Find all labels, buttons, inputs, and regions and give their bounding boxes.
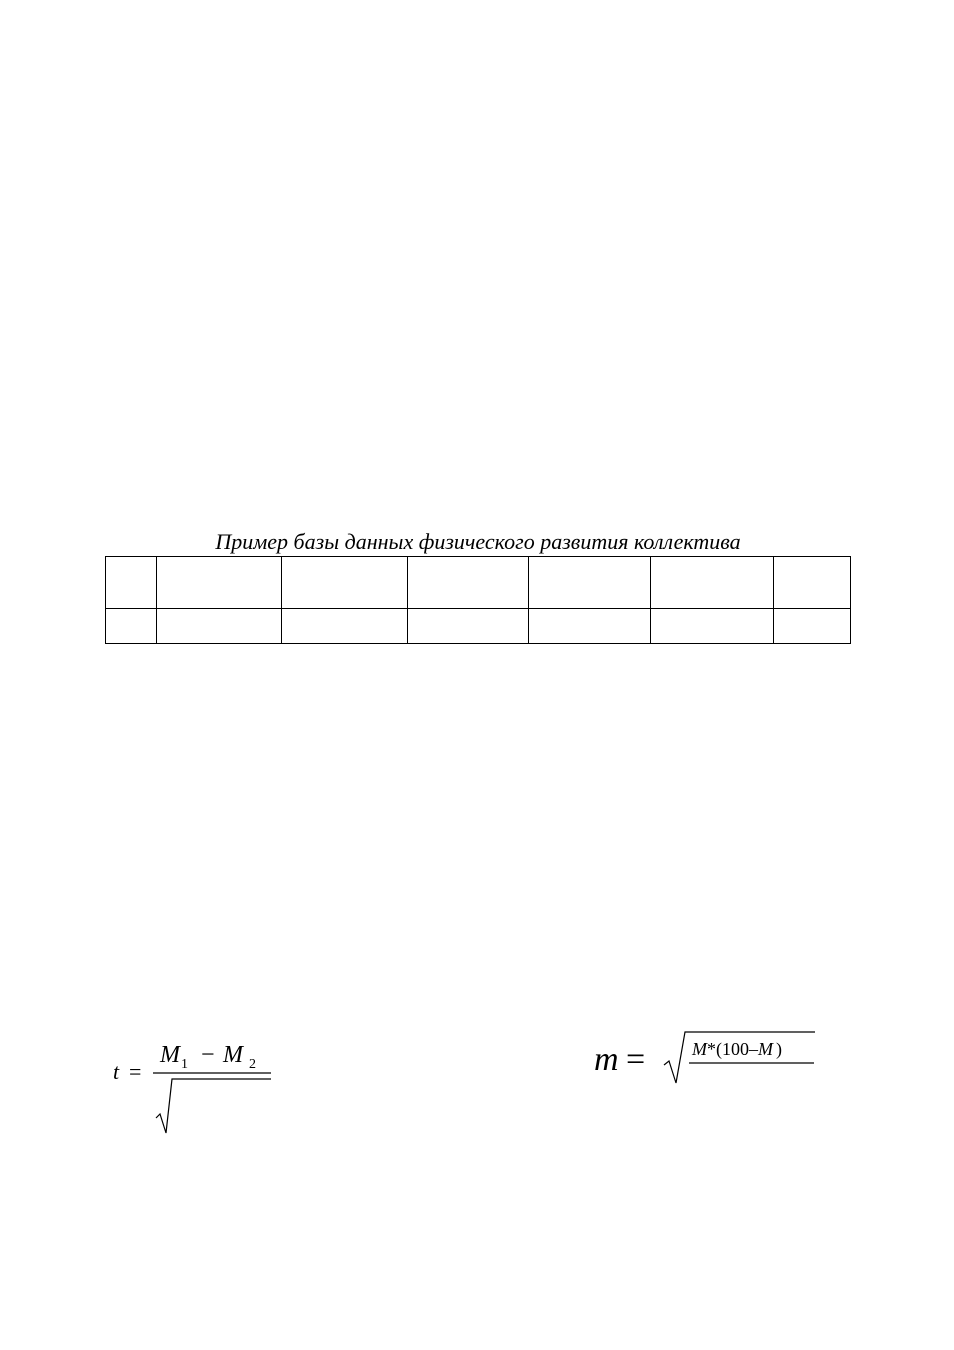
table-cell	[106, 557, 157, 609]
table-caption: Пример базы данных физического развития коллектива	[215, 529, 741, 554]
m-formula-svg	[590, 1025, 830, 1095]
radicand-close: )	[776, 1039, 782, 1059]
radicand-middle: *(100–	[707, 1039, 758, 1059]
radicand-text	[691, 1039, 782, 1060]
table-cell	[774, 609, 851, 644]
table-cell	[282, 557, 408, 609]
table-cell	[774, 557, 851, 609]
radicand-var-m2: M	[758, 1039, 773, 1059]
m-equals-sign: =	[626, 1041, 646, 1078]
table-row	[106, 609, 851, 644]
m2-variable: M	[223, 1042, 243, 1068]
m1-variable: M	[160, 1042, 180, 1068]
t-formula-svg	[105, 1030, 285, 1140]
m2-subscript: 2	[249, 1057, 256, 1072]
table-row	[106, 557, 851, 609]
physical-development-table	[105, 556, 851, 644]
t-test-formula	[105, 1030, 285, 1140]
table-cell	[106, 609, 157, 644]
table-cell	[157, 609, 282, 644]
table-cell	[157, 557, 282, 609]
minus-sign: −	[201, 1042, 215, 1068]
t-variable: t	[113, 1059, 120, 1084]
m1-subscript: 1	[181, 1057, 188, 1072]
table-cell	[408, 609, 529, 644]
t-equals-sign: =	[129, 1059, 142, 1084]
table-cell	[408, 557, 529, 609]
table-cell	[529, 609, 651, 644]
table-cell	[282, 609, 408, 644]
table-cell	[651, 609, 774, 644]
radicand-var-m: M	[692, 1039, 707, 1059]
table-cell	[651, 557, 774, 609]
error-of-mean-formula	[590, 1025, 830, 1095]
square-root-sign	[156, 1079, 271, 1133]
table-cell	[529, 557, 651, 609]
m-variable: m	[594, 1041, 619, 1078]
